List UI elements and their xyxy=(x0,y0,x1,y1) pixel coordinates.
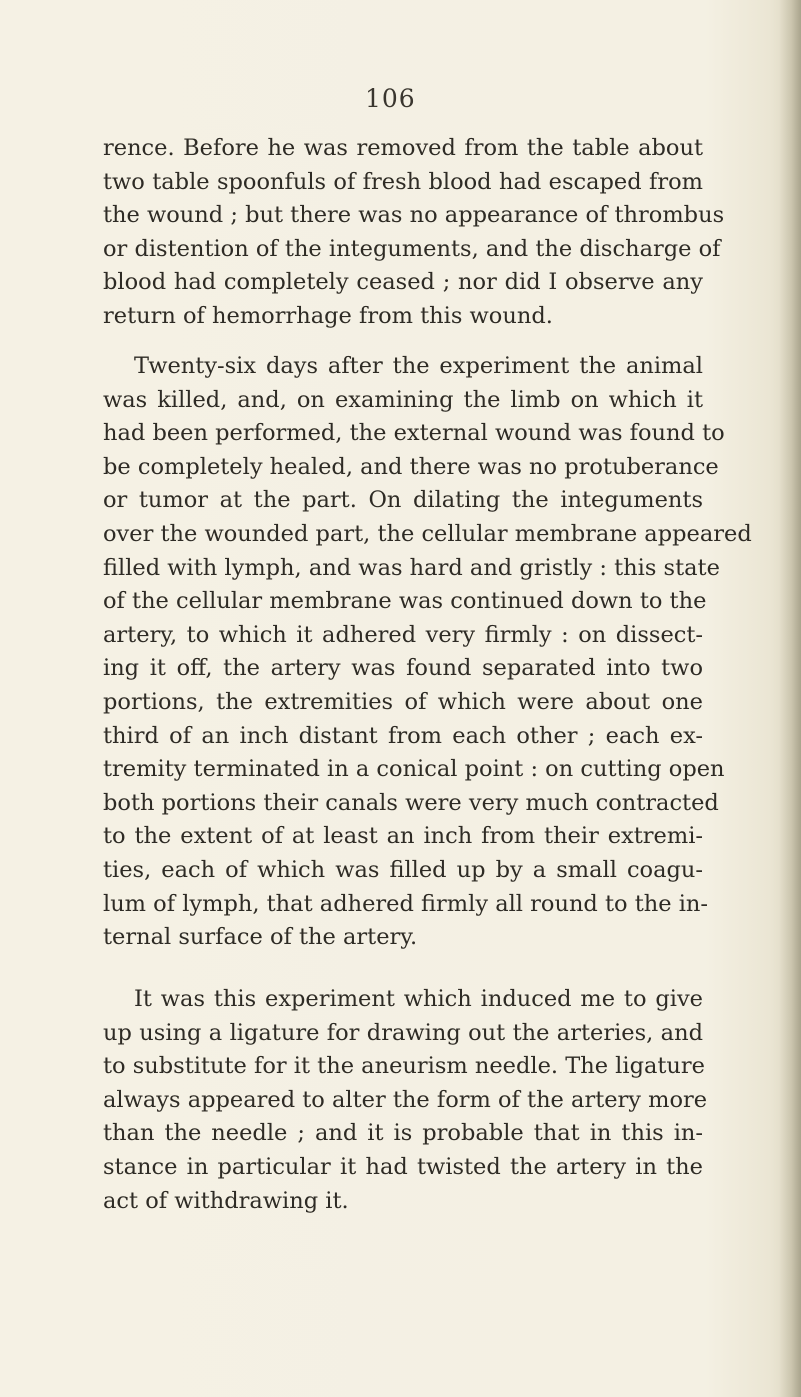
text-line: the wound ; but there was no appearance of thrombus xyxy=(103,202,725,229)
text-line: blood had completely ceased ; nor did I observe any xyxy=(103,269,703,296)
text-line: was killed, and, on examining the limb on which it xyxy=(103,386,703,413)
text-line: up using a ligature for drawing out the arteries, and xyxy=(103,1019,703,1046)
text-line: or tumor at the part. On dilating the integuments xyxy=(103,487,703,514)
page-edge-shadow xyxy=(779,0,801,1397)
text-line: stance in particular it had twisted the artery in the xyxy=(103,1153,703,1180)
text-line: rence. Before he was removed from the table about xyxy=(103,135,703,161)
text-line: portions, the extremities of which were about one xyxy=(103,688,703,715)
text-line: tremity terminated in a conical point : on cutting open xyxy=(103,756,725,783)
text-line: act of withdrawing it. xyxy=(103,1187,349,1214)
text-line: ing it off, the artery was found separated into two xyxy=(103,655,703,682)
text-line: over the wounded part, the cellular membrane appeared xyxy=(103,520,752,547)
text-line: two table spoonfuls of fresh blood had escaped from xyxy=(103,168,703,195)
text-line: both portions their canals were very much contracted xyxy=(103,789,719,816)
text-line: lum of lymph, that adhered firmly all round to the in- xyxy=(103,890,709,917)
paragraph-1 xyxy=(103,132,725,334)
text-line: It was this experiment which induced me to give xyxy=(134,986,703,1012)
paragraph-3 xyxy=(103,983,708,1218)
text-line: Twenty-six days after the experiment the animal xyxy=(134,353,703,379)
text-line: filled with lymph, and was hard and gristly : this state xyxy=(103,554,720,581)
text-line: than the needle ; and it is probable that in this in- xyxy=(103,1120,703,1147)
paragraph-2 xyxy=(103,350,752,955)
text-line: or distention of the integuments, and the discharge of xyxy=(103,235,721,262)
text-line: ternal surface of the artery. xyxy=(103,924,418,951)
text-line: ties, each of which was filled up by a small coagu- xyxy=(103,856,703,883)
text-line: to the extent of at least an inch from their extremi- xyxy=(103,823,703,850)
text-line: be completely healed, and there was no protuberance xyxy=(103,453,719,480)
text-line: had been performed, the external wound was found to xyxy=(103,420,725,447)
page-number: 106 xyxy=(365,84,416,113)
text-line: return of hemorrhage from this wound. xyxy=(103,302,553,329)
text-line: to substitute for it the aneurism needle. The ligature xyxy=(103,1053,705,1080)
text-line: artery, to which it adhered very firmly : on dissect- xyxy=(103,621,703,648)
text-line: always appeared to alter the form of the artery more xyxy=(103,1086,708,1113)
text-line: third of an inch distant from each other ; each ex- xyxy=(103,722,703,749)
text-line: of the cellular membrane was continued down to the xyxy=(103,588,707,615)
